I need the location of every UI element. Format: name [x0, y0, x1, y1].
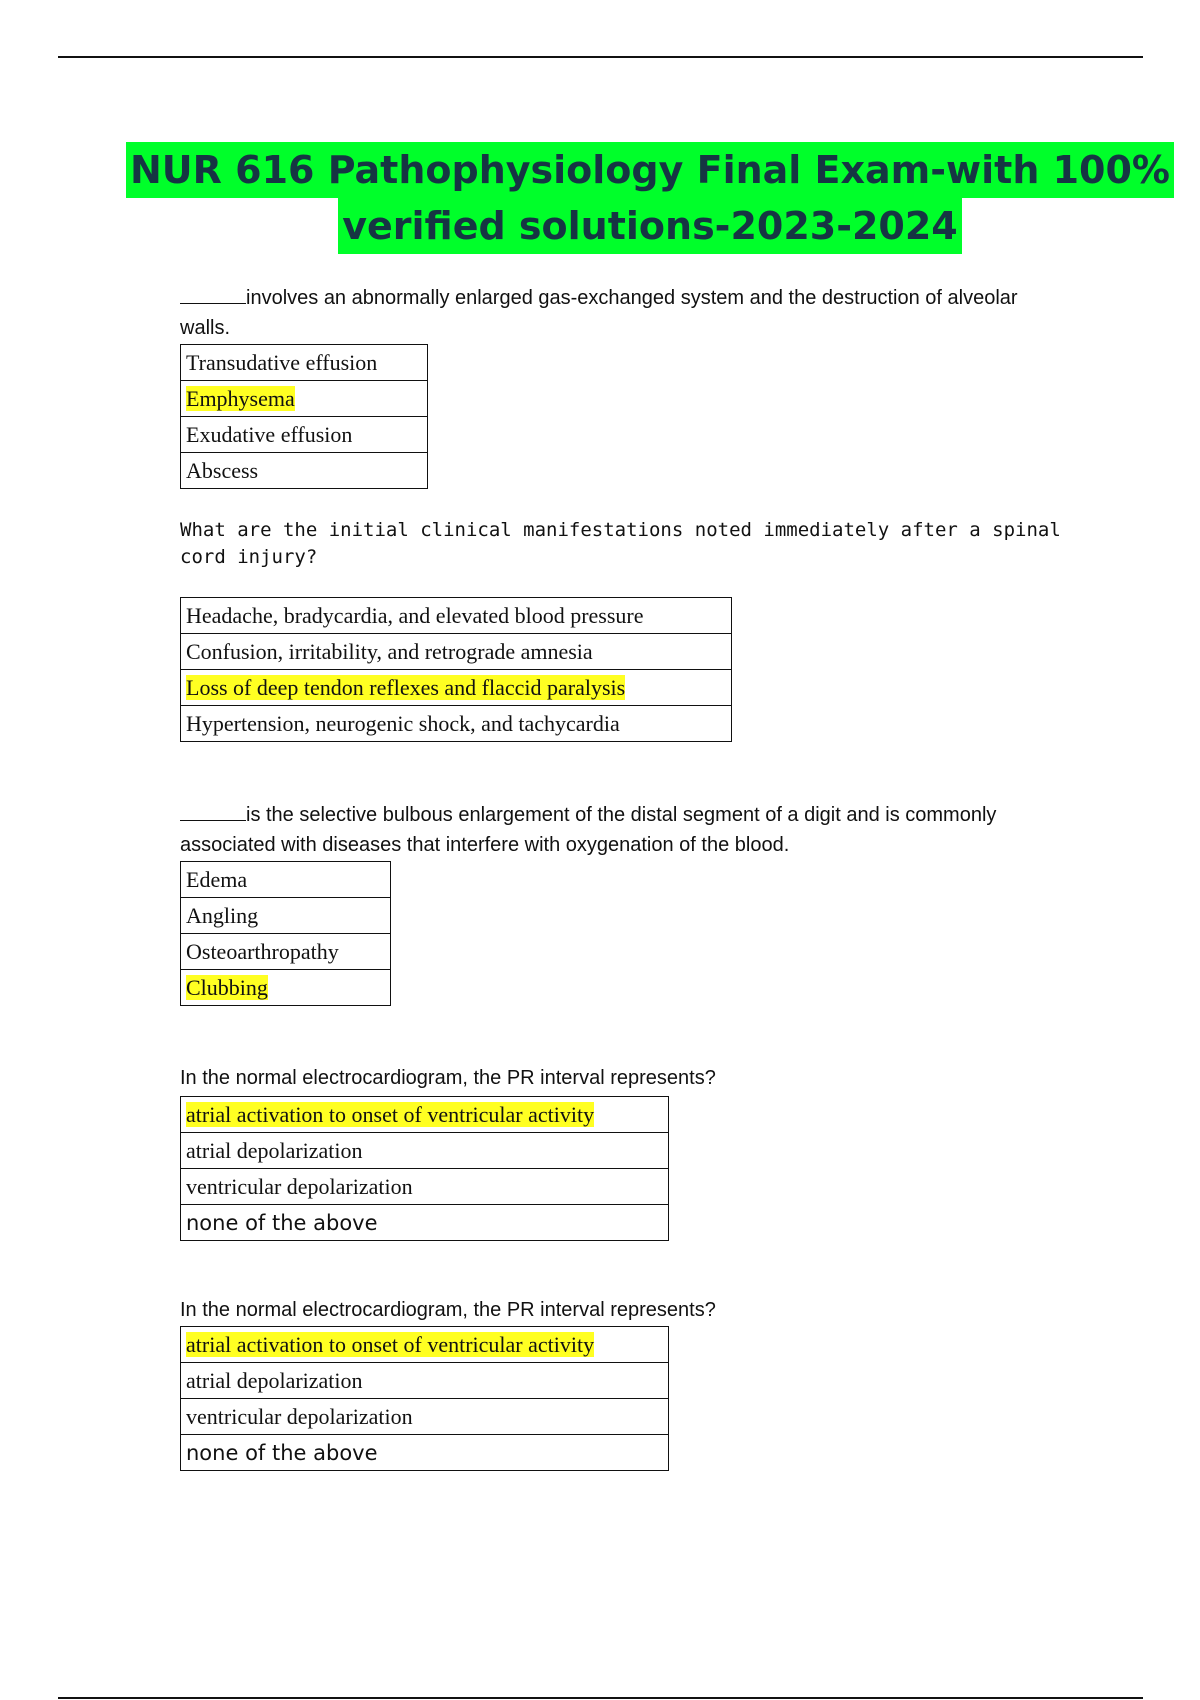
option-cell[interactable]: [181, 1399, 669, 1435]
option-cell[interactable]: [181, 453, 428, 489]
question-4-text: In the normal electrocardiogram, the PR interval represents?: [180, 1067, 716, 1089]
title-line-1: NUR 616 Pathophysiology Final Exam-with 100%: [126, 142, 1174, 198]
option-row: [181, 417, 428, 453]
correct-answer-highlight: Emphysema: [186, 385, 295, 411]
option-cell[interactable]: [181, 706, 732, 742]
option-text: none of the above: [186, 1210, 378, 1235]
option-text: ventricular depolarization: [186, 1403, 413, 1429]
option-text: Edema: [186, 866, 248, 892]
option-row: [181, 1097, 669, 1133]
option-text: Angling: [186, 902, 259, 928]
option-row: [181, 1205, 669, 1241]
option-cell[interactable]: [181, 1169, 669, 1205]
option-cell[interactable]: [181, 381, 428, 417]
option-cell[interactable]: [181, 1205, 669, 1241]
question-3-text: is the selective bulbous enlargement of the distal segment of a digit and is commonly associated with diseases that interfere with oxygenation of the blood.: [180, 804, 997, 856]
option-row: [181, 345, 428, 381]
question-5: [180, 1295, 1080, 1325]
option-text: Transudative effusion: [186, 349, 378, 375]
option-cell[interactable]: [181, 345, 428, 381]
option-text: Hypertension, neurogenic shock, and tachycardia: [186, 710, 620, 736]
option-cell[interactable]: [181, 634, 732, 670]
option-cell[interactable]: [181, 1363, 669, 1399]
option-cell[interactable]: [181, 934, 391, 970]
option-cell[interactable]: [181, 417, 428, 453]
answer-blank: [180, 285, 246, 304]
question-1: [180, 283, 1040, 343]
option-cell[interactable]: [181, 898, 391, 934]
option-cell[interactable]: [181, 970, 391, 1006]
correct-answer-highlight: atrial activation to onset of ventricular activity: [186, 1331, 595, 1357]
option-row: [181, 381, 428, 417]
option-text: Headache, bradycardia, and elevated blood pressure: [186, 602, 644, 628]
correct-answer-highlight: Clubbing: [186, 974, 268, 1000]
answer-blank: [180, 802, 246, 821]
option-text: none of the above: [186, 1440, 378, 1465]
header-rule: [58, 56, 1143, 58]
option-text: atrial depolarization: [186, 1137, 363, 1163]
question-2-text: What are the initial clinical manifestations noted immediately after a spinal cord injury?: [180, 519, 1061, 568]
question-1-text: involves an abnormally enlarged gas-exchanged system and the destruction of alveolar walls.: [180, 287, 1018, 339]
option-row: [181, 1133, 669, 1169]
question-1-options: [180, 344, 428, 489]
correct-answer-highlight: atrial activation to onset of ventricular activity: [186, 1101, 595, 1127]
option-text: Exudative effusion: [186, 421, 353, 447]
option-row: [181, 1327, 669, 1363]
option-row: [181, 1363, 669, 1399]
correct-answer-highlight: Loss of deep tendon reflexes and flaccid paralysis: [186, 674, 626, 700]
option-cell[interactable]: [181, 670, 732, 706]
option-row: [181, 706, 732, 742]
option-row: [181, 634, 732, 670]
option-row: [181, 970, 391, 1006]
option-row: [181, 1435, 669, 1471]
question-2-options: [180, 597, 732, 742]
option-row: [181, 598, 732, 634]
question-4-options: [180, 1096, 669, 1241]
option-text: ventricular depolarization: [186, 1173, 413, 1199]
option-row: [181, 934, 391, 970]
option-cell[interactable]: [181, 598, 732, 634]
title-line-2: verified solutions-2023-2024: [338, 198, 962, 254]
option-text: atrial depolarization: [186, 1367, 363, 1393]
question-3-options: [180, 861, 391, 1006]
option-row: [181, 453, 428, 489]
option-text: Osteoarthropathy: [186, 938, 339, 964]
question-2: [180, 517, 1080, 571]
question-5-text: In the normal electrocardiogram, the PR interval represents?: [180, 1299, 716, 1321]
option-cell[interactable]: [181, 1327, 669, 1363]
option-cell[interactable]: [181, 862, 391, 898]
option-text: Confusion, irritability, and retrograde amnesia: [186, 638, 593, 664]
question-4: [180, 1063, 1080, 1093]
option-cell[interactable]: [181, 1435, 669, 1471]
option-row: [181, 1399, 669, 1435]
question-3: [180, 800, 1080, 860]
option-text: Abscess: [186, 457, 259, 483]
option-row: [181, 1169, 669, 1205]
question-5-options: [180, 1326, 669, 1471]
option-row: [181, 862, 391, 898]
footer-rule: [58, 1697, 1143, 1699]
option-cell[interactable]: [181, 1133, 669, 1169]
option-row: [181, 670, 732, 706]
option-cell[interactable]: [181, 1097, 669, 1133]
option-row: [181, 898, 391, 934]
